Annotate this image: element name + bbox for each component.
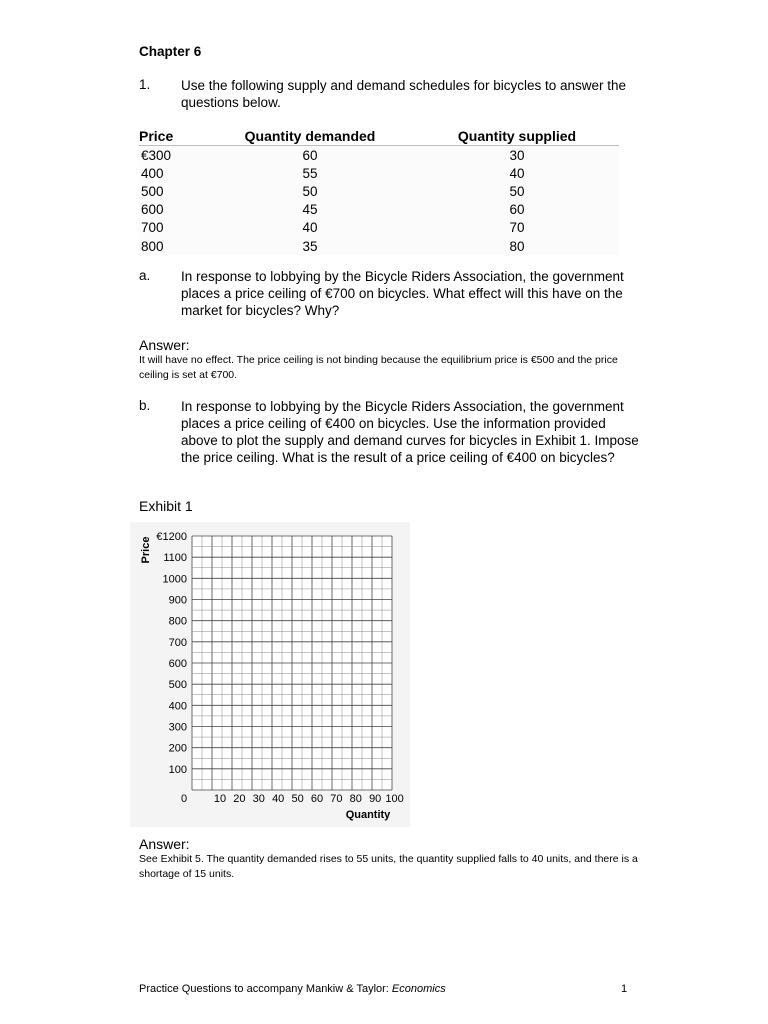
quantity-demanded-cell: 40 [302,220,318,236]
price-cell: €300 [141,147,172,163]
x-tick-label: 50 [291,793,304,805]
table-row [139,164,619,182]
column-header-quantity-demanded: Quantity demanded [205,127,415,146]
x-tick-label: 40 [272,793,285,805]
question-text: Use the following supply and demand schedules for bicycles to answer the questions below. [181,78,626,110]
y-tick-label: 300 [168,721,187,734]
table-row [139,219,619,237]
part-a-answer-label: Answer: [139,337,190,353]
x-tick-label: 100 [385,793,404,805]
y-tick-label: 700 [168,636,187,649]
page-number: 1 [621,983,628,995]
supply-demand-schedule-table [139,127,619,255]
table-row [139,201,619,219]
quantity-supplied-cell: 70 [509,220,525,236]
footer-book-title: Economics [391,983,446,995]
exhibit-label: Exhibit 1 [139,498,193,514]
y-tick-label: 100 [168,763,187,776]
part-a-label: a. [139,268,151,283]
part-b-answer-label: Answer: [139,836,190,852]
y-tick-label: €1200 [156,531,187,543]
price-cell: 400 [141,165,164,181]
price-cell: 500 [141,183,164,199]
quantity-demanded-cell: 60 [302,147,318,163]
quantity-supplied-cell: 40 [509,165,525,181]
y-tick-label: 800 [168,615,187,628]
quantity-demanded-cell: 50 [302,183,318,199]
quantity-supplied-cell: 50 [509,183,525,199]
question-number: 1. [139,77,151,92]
table-row [139,146,619,165]
x-tick-label: 70 [330,793,343,805]
footer-text: Practice Questions to accompany Mankiw & Taylor: [139,983,392,995]
x-axis-label: Quantity [345,809,391,821]
column-header-price: Price [139,127,205,146]
exhibit-1-grid-chart [130,522,410,827]
price-cell: 700 [141,220,164,236]
quantity-supplied-cell: 80 [509,238,525,254]
part-b-label: b. [139,398,151,413]
y-tick-label: 200 [168,742,187,755]
table-row [139,237,619,255]
y-tick-label: 1000 [162,573,187,586]
quantity-demanded-cell: 45 [302,202,318,218]
part-b-question: In response to lobbying by the Bicycle Riders Association, the government places a price ceiling of €400 on bicycles. Use the information provided above to plot the supply and demand curves for bicycles in Exhibit 1. Impose the price ceiling. What is the result of a price ceiling of €400 on bicycles? [181,399,639,465]
x-tick-label: 10 [213,793,227,805]
x-tick-label: 60 [310,793,324,805]
y-tick-label: 400 [168,700,187,713]
price-cell: 600 [141,202,164,218]
y-tick-label: 600 [168,658,187,670]
x-tick-label: 80 [349,793,362,805]
y-tick-label: 1100 [163,552,187,565]
x-tick-label: 0 [180,793,188,805]
quantity-demanded-cell: 35 [302,238,318,254]
quantity-supplied-cell: 30 [509,147,525,163]
x-axis-ticks [181,793,404,805]
quantity-demanded-cell: 55 [302,165,318,181]
x-tick-label: 30 [252,793,265,805]
table-row [139,182,619,200]
x-tick-label: 90 [369,793,382,805]
part-b-answer-text: See Exhibit 5. The quantity demanded rises to 55 units, the quantity supplied falls to 40 units, and there is a shortage of 15 units. [139,853,638,880]
table-header-row [139,127,619,146]
price-cell: 800 [141,238,164,254]
chart-grid [192,536,392,790]
quantity-supplied-cell: 60 [509,202,525,218]
chapter-heading: Chapter 6 [139,44,202,59]
page-footer [139,983,446,995]
y-tick-label: 500 [168,679,187,692]
part-a-answer-text: It will have no effect. The price ceiling is not binding because the equilibrium price is €500 and the price ceiling is set at €700. [139,354,618,381]
part-a-question: In response to lobbying by the Bicycle Riders Association, the government places a price ceiling of €700 on bicycles. What effect will this have on the market for bicycles? Why? [181,269,624,318]
x-tick-label: 20 [233,793,246,805]
y-axis-label: Price [140,536,152,564]
column-header-quantity-supplied: Quantity supplied [415,127,619,146]
y-tick-label: 900 [168,594,187,607]
